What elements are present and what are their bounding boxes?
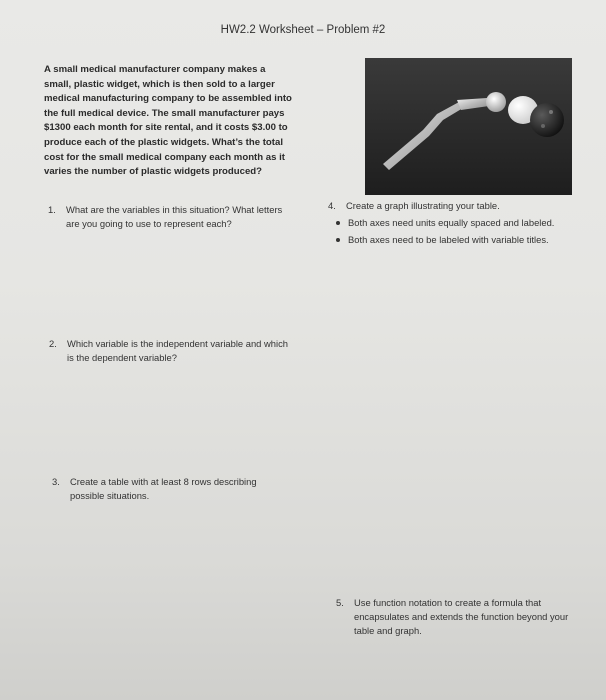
- question-number: 1.: [48, 204, 56, 215]
- question-number: 2.: [49, 338, 57, 349]
- bullet-item: Both axes need to be labeled with variable titles.: [328, 233, 578, 247]
- bullet-item: Both axes need units equally spaced and labeled.: [328, 216, 578, 230]
- question-text: What are the variables in this situation? What letters are you going to use to represent each?: [66, 204, 283, 230]
- shell-hole: [541, 124, 545, 128]
- question-text: Which variable is the independent variable and which is the dependent variable?: [67, 338, 288, 364]
- shell-hole: [549, 110, 553, 114]
- question-number: 4.: [328, 200, 336, 211]
- problem-statement: A small medical manufacturer company makes a small, plastic widget, which is then sold to a larger medical manufacturing company to be assembled into the full medical device. The small manufacturer pays $1300 each month for site rental, and it costs $3.00 to produce each of the plastic widgets. What’s the total cost for the small medical company each month as it varies the number of plastic widgets produced?: [44, 64, 292, 178]
- plastic-widget-photo: [365, 58, 572, 195]
- question-4-bullets: [328, 216, 578, 250]
- question-1: [48, 203, 296, 231]
- question-text: Create a table with at least 8 rows describing possible situations.: [70, 476, 257, 502]
- implant-ball-head: [486, 92, 506, 112]
- question-number: 5.: [336, 597, 344, 608]
- question-3: [52, 475, 290, 503]
- question-2: [49, 337, 297, 365]
- question-4: [328, 199, 586, 213]
- question-text: Create a graph illustrating your table.: [346, 200, 500, 211]
- acetabular-shell: [530, 103, 564, 137]
- question-5: [336, 596, 569, 639]
- question-number: 3.: [52, 476, 60, 487]
- question-text: Use function notation to create a formula that encapsulates and extends the function beyond your table and graph.: [354, 597, 569, 637]
- page-title: HW2.2 Worksheet – Problem #2: [220, 24, 386, 36]
